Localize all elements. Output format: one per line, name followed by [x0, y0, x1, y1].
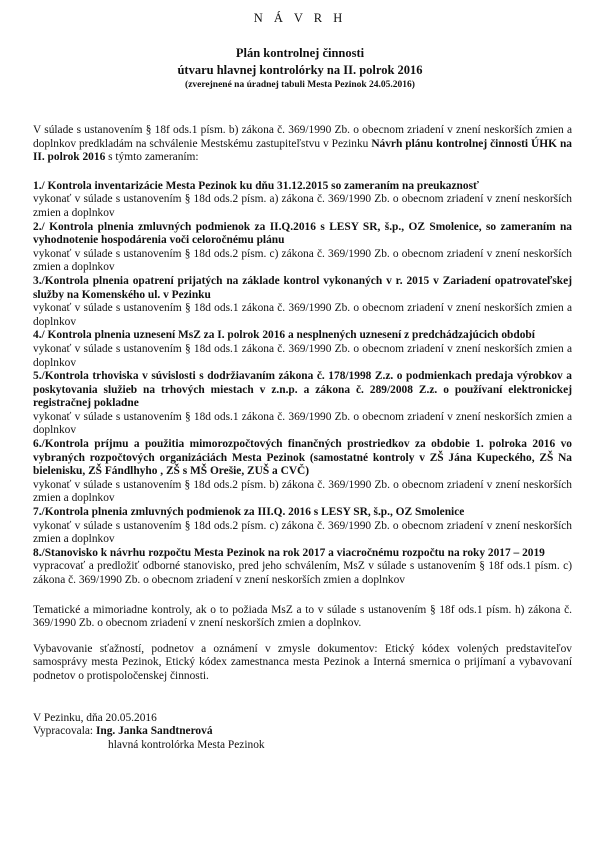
control-items	[33, 180, 572, 588]
item-heading: 2./ Kontrola plnenia zmluvných podmienok za II.Q.2016 s LESY SR, š.p., OZ Smolenice, so zameraním na vyhodnotenie hospodárenia voči celoročnému plánu	[33, 220, 572, 247]
intro-end: s týmto zameraním:	[105, 151, 199, 164]
item-heading: 5./Kontrola trhoviska v súvislosti s dodržiavaním zákona č. 178/1998 Z.z. o podmienkach predaja výrobkov a poskytovania služieb na trhových miestach v z.n.p. a zákona č. 289/2008 Z.z. o používaní elektronickej registračnej pokladne	[33, 370, 572, 410]
intro-bold: Návrh plánu kontrolnej činnosti ÚHK na II. polrok 2016	[33, 137, 572, 164]
intro-text: V súlade s ustanovením § 18f ods.1 písm. b) zákona č. 369/1990 Zb. o obecnom zriadení v znení neskorších zmien a doplnkov predkladám na schválenie Mestskému zastupiteľstvu v Pezinku	[33, 124, 572, 150]
signature-block	[33, 712, 572, 753]
item-heading: 6./Kontrola príjmu a použitia mimorozpočtových finančných prostriedkov za obdobie 1. polroka 2016 vo vybraných rozpočtových organizáciách Mesta Pezinok (samostatné kontroly v ZŠ Jána Kupeckého, ZŠ Na bielenisku, ZŠ Fándlhyho , ZŠ s MŠ Orešie, ZUŠ a CVČ)	[33, 438, 572, 478]
item-text: vykonať v súlade s ustanovením § 18d ods.1 zákona č. 369/1990 Zb. o obecnom zriadení v znení neskorších zmien a doplnkov	[33, 302, 572, 328]
item-text: vykonať v súlade s ustanovením § 18d ods.2 písm. c) zákona č. 369/1990 Zb. o obecnom zriadení v znení neskorších zmien a doplnkov	[33, 247, 572, 274]
item-text: vykonať v súlade s ustanovením § 18d ods.2 písm. c) zákona č. 369/1990 Zb. o obecnom zriadení v znení neskorších zmien a doplnkov	[33, 519, 572, 546]
control-item-3	[33, 275, 572, 329]
control-item-6	[33, 438, 572, 506]
author-name: Ing. Janka Sandtnerová	[95, 725, 213, 738]
thematic-controls-paragraph: Tematické a mimoriadne kontroly, ak o to požiada MsZ a to v súlade s ustanovením § 18f ods.1 písm. h) zákona č. 369/1990 Zb. o obecnom zriadení v znení neskorších zmien a doplnkov.	[33, 603, 572, 630]
prepared-by	[33, 725, 572, 739]
item-heading: 1./ Kontrola inventarizácie Mesta Pezinok ku dňu 31.12.2015 so zameraním na preukaznosť	[33, 179, 479, 192]
item-text: vykonať v súlade s ustanovením § 18d ods.2 písm. b) zákona č. 369/1990 Zb. o obecnom zriadení v znení neskorších zmien a doplnkov	[33, 478, 572, 505]
document-body	[33, 124, 572, 752]
item-text: vypracovať a predložiť odborné stanovisko, pred jeho schválením, MsZ v súlade s ustanovením § 18f ods.1 písm. c) zákona č. 369/1990 Zb. o obecnom zriadení v znení neskorších zmien a doplnkov	[33, 560, 572, 586]
intro-paragraph	[33, 124, 572, 165]
item-text: vykonať v súlade s ustanovením § 18d ods.1 zákona č. 369/1990 Zb. o obecnom zriadení v znení neskorších zmien a doplnkov	[33, 342, 572, 369]
control-item-2	[33, 221, 572, 275]
control-item-1	[33, 180, 572, 221]
place-date: V Pezinku, dňa 20.05.2016	[33, 711, 157, 724]
document-label: N Á V R H	[253, 11, 347, 25]
control-item-8	[33, 547, 572, 588]
item-text: vykonať v súlade s ustanovením § 18d ods.1 zákona č. 369/1990 Zb. o obecnom zriadení v znení neskorších zmien a doplnkov	[33, 410, 572, 437]
item-heading: 7./Kontrola plnenia zmluvných podmienok za III.Q. 2016 s LESY SR, š.p., OZ Smolenice	[33, 506, 465, 519]
control-item-4	[33, 329, 572, 370]
complaints-paragraph: Vybavovanie sťažností, podnetov a oznámení v zmysle dokumentov: Etický kódex volených predstaviteľov samosprávy mesta Pezinok, Etický kódex zamestnanca mesta Pezinok a Interná smernica o prijímaní a vybavovaní podnetov o protispoločenskej činnosti.	[33, 642, 572, 682]
title-line-2: útvaru hlavnej kontrolórky na II. polrok 2016	[177, 63, 423, 77]
control-item-5	[33, 370, 572, 438]
document-title	[0, 45, 600, 91]
prepared-label: Vypracovala:	[33, 725, 96, 738]
item-heading: 3./Kontrola plnenia opatrení prijatých na základe kontrol vykonaných v r. 2015 v Zariadení opatrovateľskej služby na Komenského ul. v Pezinku	[33, 274, 572, 301]
author-role: hlavná kontrolórka Mesta Pezinok	[108, 738, 265, 751]
item-text: vykonať v súlade s ustanovením § 18d ods.2 písm. a) zákona č. 369/1990 Zb. o obecnom zriadení v znení neskorších zmien a doplnkov	[33, 193, 572, 219]
title-publication-note: (zverejnené na úradnej tabuli Mesta Pezinok 24.05.2016)	[185, 80, 415, 90]
title-line-1: Plán kontrolnej činnosti	[235, 46, 365, 60]
item-heading: 8./Stanovisko k návrhu rozpočtu Mesta Pezinok na rok 2017 a viacročnému rozpočtu na roky 2017 – 2019	[33, 546, 545, 559]
control-item-7	[33, 506, 572, 547]
item-heading: 4./ Kontrola plnenia uznesení MsZ za I. polrok 2016 a nesplnených uznesení z predchádzajúcich období	[33, 329, 535, 342]
closing-section	[33, 604, 572, 684]
